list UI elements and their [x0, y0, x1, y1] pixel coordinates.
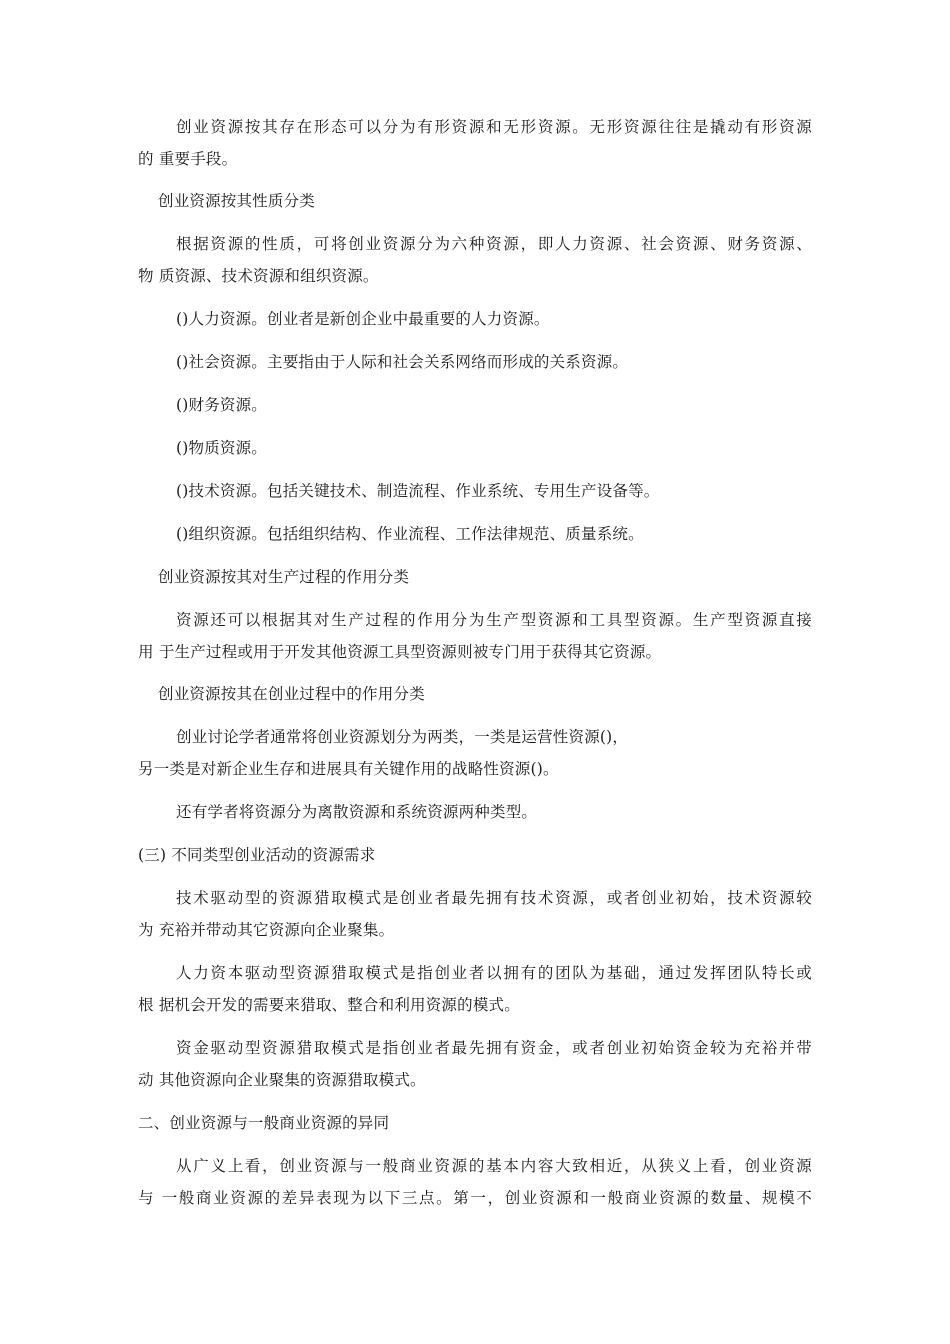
paragraph-line: 动 其他资源向企业聚集的资源猎取模式。 [138, 1071, 426, 1089]
paragraph-line: 物 质资源、技术资源和组织资源。 [138, 267, 379, 285]
paragraph-line: 用 于生产过程或用于开发其他资源工具型资源则被专门用于获得其它资源。 [138, 643, 662, 661]
list-item: ()物质资源。 [176, 439, 267, 457]
paragraph-line: 为 充裕并带动其它资源向企业聚集。 [138, 921, 395, 939]
list-item: ()人力资源。创业者是新创企业中最重要的人力资源。 [176, 310, 550, 328]
section-heading: 创业资源按其对生产过程的作用分类 [158, 568, 410, 586]
paragraph-line: 资源还可以根据其对生产过程的作用分为生产型资源和工具型资源。生产型资源直接 [176, 611, 812, 629]
paragraph-line: 还有学者将资源分为离散资源和系统资源两种类型。 [176, 803, 538, 821]
paragraph-line: 创业讨论学者通常将创业资源划分为两类，一类是运营性资源()， [176, 728, 629, 746]
section-heading: (三) 不同类型创业活动的资源需求 [138, 846, 376, 864]
paragraph-line: 创业资源按其存在形态可以分为有形资源和无形资源。无形资源往往是撬动有形资源 [176, 118, 812, 136]
list-item: ()社会资源。主要指由于人际和社会关系网络而形成的关系资源。 [176, 353, 629, 371]
section-heading: 创业资源按其性质分类 [158, 192, 316, 210]
paragraph-line: 人力资本驱动型资源猎取模式是指创业者以拥有的团队为基础，通过发挥团队特长或 [176, 964, 812, 982]
section-heading: 创业资源按其在创业过程中的作用分类 [158, 685, 425, 703]
list-item: ()组织资源。包括组织结构、作业流程、工作法律规范、质量系统。 [176, 525, 644, 543]
paragraph-line: 的 重要手段。 [138, 150, 238, 168]
paragraph-line: 根据资源的性质，可将创业资源分为六种资源，即人力资源、社会资源、财务资源、 [176, 235, 812, 253]
paragraph-line: 另一类是对新企业生存和进展具有关键作用的战略性资源()。 [138, 760, 559, 778]
section-heading: 二、创业资源与一般商业资源的异同 [138, 1114, 390, 1132]
list-item: ()财务资源。 [176, 396, 267, 414]
paragraph-line: 根 据机会开发的需要来猎取、整合和利用资源的模式。 [138, 996, 520, 1014]
list-item: ()技术资源。包括关键技术、制造流程、作业系统、专用生产设备等。 [176, 482, 660, 500]
paragraph-line: 资金驱动型资源猎取模式是指创业者最先拥有资金，或者创业初始资金较为充裕并带 [176, 1039, 812, 1057]
paragraph-line: 与 一般商业资源的差异表现为以下三点。第一，创业资源和一般商业资源的数量、规模不 [138, 1189, 812, 1207]
paragraph-line: 从广义上看，创业资源与一般商业资源的基本内容大致相近，从狭义上看，创业资源 [176, 1157, 812, 1175]
paragraph-line: 技术驱动型的资源猎取模式是创业者最先拥有技术资源，或者创业初始，技术资源较 [176, 889, 812, 907]
